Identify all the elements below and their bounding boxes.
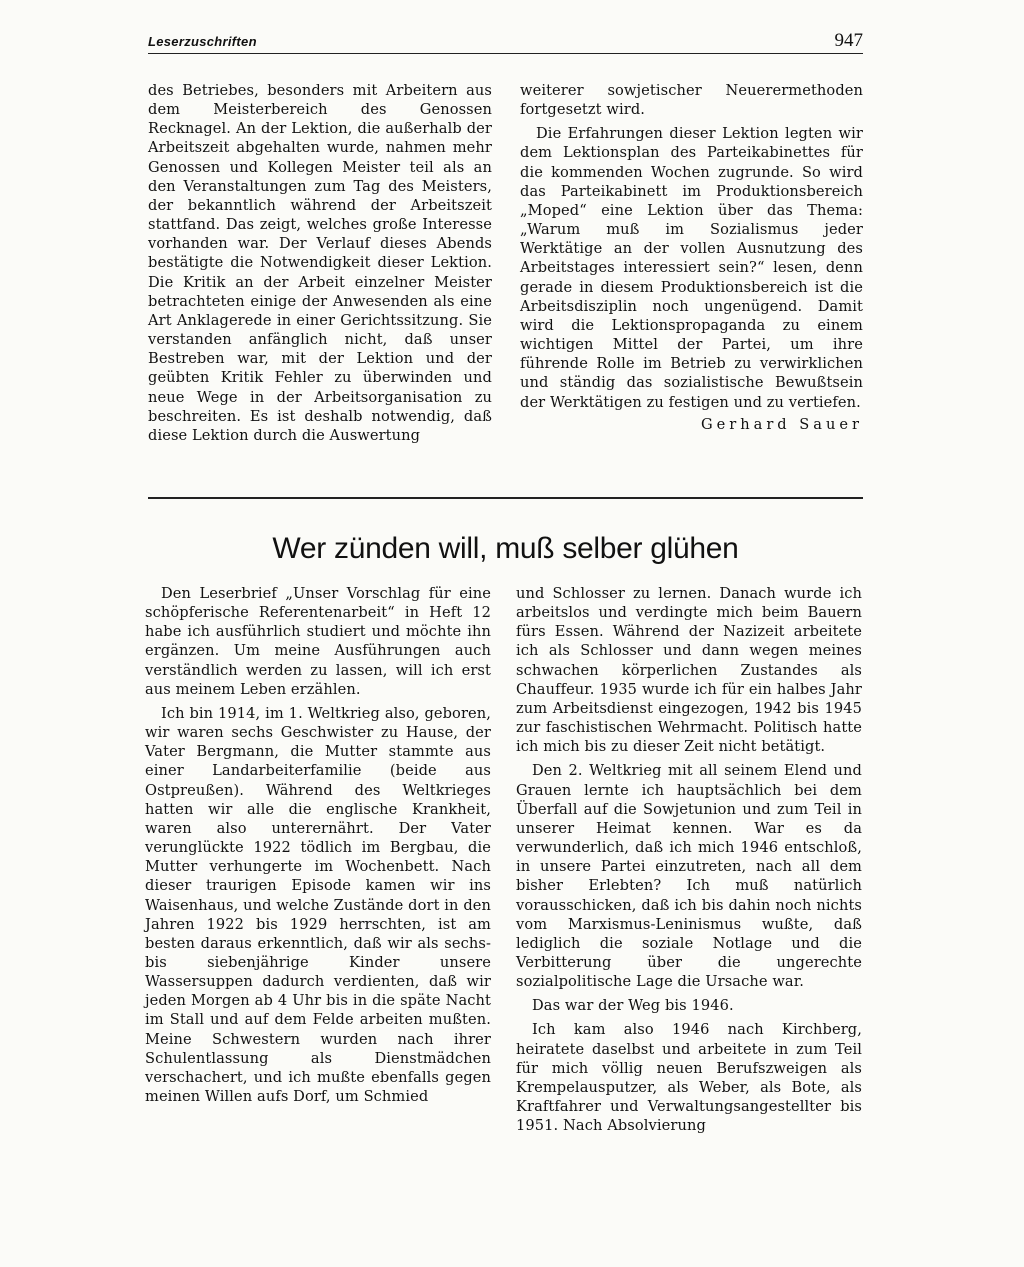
running-head: Leserzuschriften — [148, 34, 257, 49]
article-paragraph: Den 2. Weltkrieg mit all seinem Elend und Grauen lernte ich hauptsächlich bei dem Überfall auf die Sowjetunion und zum Teil in unserer Heimat kennen. War es da verwunderlich, daß ich mich 1946 entschloß, in unsere Partei einzutreten, nach all dem bisher Erlebten? Ich muß natürlich vorausschicken, daß ich bis dahin noch nichts vom Marxismus-Leninismus wußte, daß lediglich die soziale Notlage und die Verbitterung über die ungerechte sozialpolitische Lage die Ursache war. — [516, 762, 862, 991]
article-paragraph: Das war der Weg bis 1946. — [532, 997, 734, 1015]
letter-paragraph: weiterer sowjetischer Neuerermethoden fortgesetzt wird. — [520, 82, 863, 119]
article-paragraph: Ich bin 1914, im 1. Weltkrieg also, geboren, wir waren sechs Geschwister zu Hause, der Vater Bergmann, die Mutter stammte aus einer Landarbeiterfamilie (beide aus Ostpreußen). Während des Weltkrieges hatten wir alle die englische Krankheit, waren also unterernährt. Der Vater verunglückte 1922 tödlich im Bergbau, die Mutter verhungerte im Wochenbett. Nach dieser traurigen Episode kamen wir ins Waisenhaus, und welche Zustände dort in den Jahren 1922 bis 1929 herrschten, ist am besten daraus erkenntlich, daß wir als sechs- bis siebenjährige Kinder unsere Wassersuppen dadurch verdienten, daß wir jeden Morgen ab 4 Uhr bis in die späte Nacht im Stall und auf dem Felde arbeiten mußten. Meine Schwestern wurden nach ihrer Schulentlassung als Dienstmädchen verschachert, und ich mußte ebenfalls gegen meinen Willen aufs Dorf, um Schmied — [145, 704, 491, 1106]
article-paragraph: Den Leserbrief „Unser Vorschlag für eine schöpferische Referentenarbeit“ in Heft 12 habe ich ausführlich studiert und möchte ihn ergänzen. Um meine Ausführungen auch verständlich werden zu lassen, will ich erst aus meinem Leben erzählen. — [145, 585, 491, 698]
letter-column-left — [148, 81, 492, 445]
article-paragraph: und Schlosser zu lernen. Danach wurde ich arbeitslos und verdingte mich beim Bauern fürs Essen. Während der Nazizeit arbeitete ich als Schlosser und dann wegen meines schwachen körperlichen Zustandes als Chauffeur. 1935 wurde ich für ein halbes Jahr zum Arbeitsdienst eingezogen, 1942 bis 1945 zur faschistischen Wehrmacht. Politisch hatte ich mich bis zu dieser Zeit nicht betätigt. — [516, 585, 862, 756]
page-number: 947 — [834, 30, 863, 51]
article-paragraph: Ich kam also 1946 nach Kirchberg, heiratete daselbst und arbeitete in zum Teil für mich völlig neuen Berufszweigen als Krempelausputzer, als Weber, als Bote, als Kraftfahrer und Verwaltungsangestellter bis 1951. Nach Absolvierung — [516, 1021, 862, 1135]
article-column-left — [145, 584, 491, 1106]
letter-paragraph: Die Erfahrungen dieser Lektion legten wir dem Lektionsplan des Parteikabinettes für die kommenden Wochen zugrunde. So wird das Parteikabinett im Produktionsbereich „Moped“ eine Lektion über das Thema: „Warum muß im Sozialismus jeder Werktätige an der vollen Ausnutzung des Arbeitstages interessiert sein?“ lesen, denn gerade in diesem Produktionsbereich ist die Arbeitsdisziplin noch ungenügend. Damit wird die Lektionspropaganda zu einem wichtigen Mittel der Partei, um ihre führende Rolle im Betrieb zu verwirklichen und ständig das sozialistische Bewußtsein der Werktätigen zu festigen und zu vertiefen. — [520, 125, 863, 411]
letter-paragraph: des Betriebes, besonders mit Arbeitern aus dem Meisterbereich des Genossen Recknagel. An der Lektion, die außerhalb der Arbeitszeit abgehalten wurde, nahmen mehr Genossen und Kollegen Meister teil als an den Veranstaltungen zum Tag des Meisters, der bekanntlich während der Arbeitszeit stattfand. Das zeigt, welches große Interesse vorhanden war. Der Verlauf dieses Abends bestätigte die Notwendigkeit dieser Lektion. Die Kritik an der Arbeit einzelner Meister betrachteten einige der Anwesenden als eine Art Anklagerede in einer Gerichtssitzung. Sie verstanden anfänglich nicht, daß unser Bestreben war, mit der Lektion und der geübten Kritik Fehler zu überwinden und neue Wege in der Arbeitsorganisation zu beschreiten. Es ist deshalb notwendig, daß diese Lektion durch die Auswertung — [148, 82, 492, 444]
section-divider — [148, 497, 863, 499]
letter-signature: Gerhard Sauer — [700, 415, 863, 433]
article-title: Wer zünden will, muß selber glühen — [272, 532, 739, 565]
letter-column-right — [520, 81, 863, 434]
article-column-right — [516, 584, 862, 1135]
header-rule — [148, 53, 863, 54]
